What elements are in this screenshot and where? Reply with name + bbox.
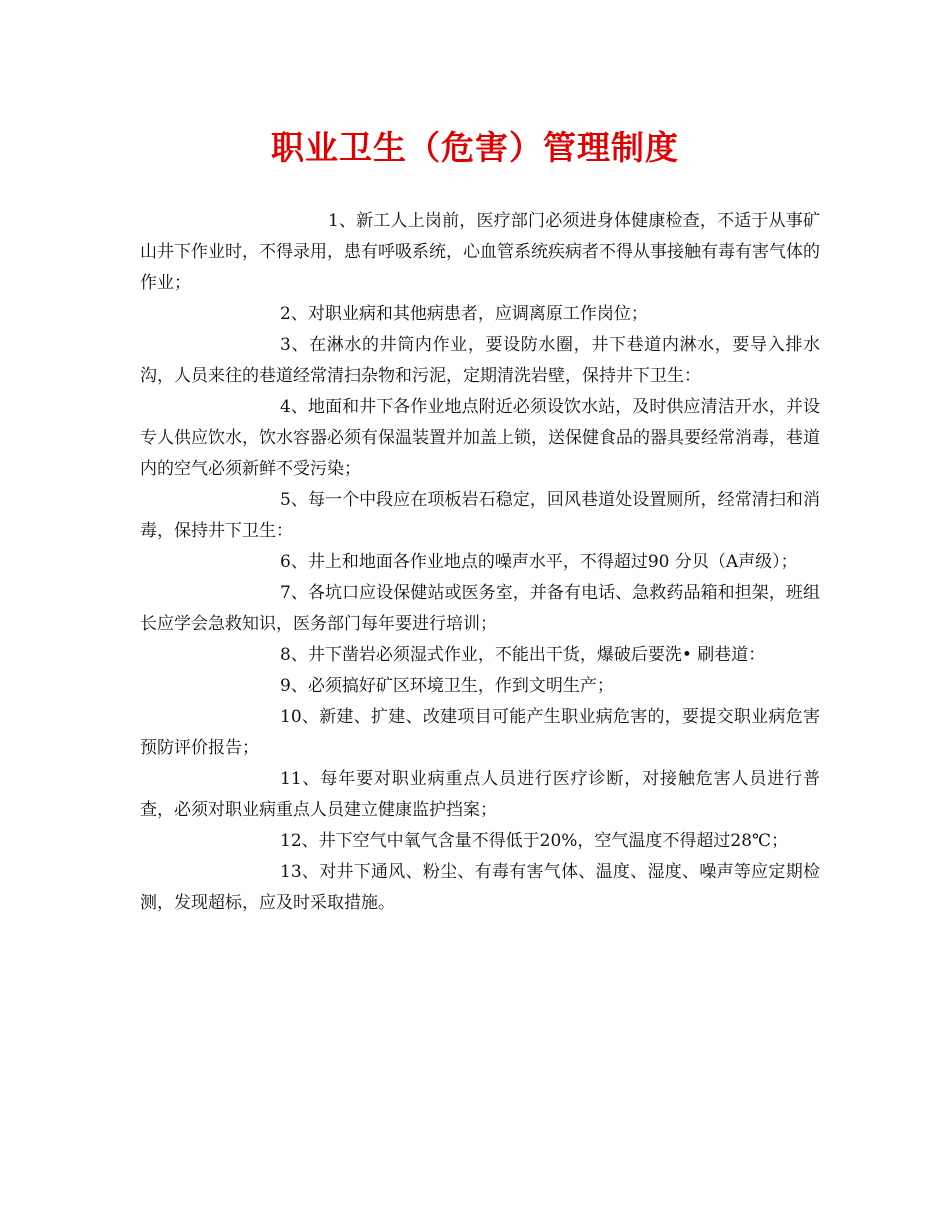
rule-item-5: 5、每一个中段应在项板岩石稳定，回风巷道处设置厕所，经常清扫和消毒，保持井下卫生： (140, 490, 820, 541)
rule-item-11: 11、每年要对职业病重点人员进行医疗诊断，对接触危害人员进行普查，必须对职业病重点人员建立健康监护挡案； (140, 769, 820, 820)
rule-item-7: 7、各坑口应设保健站或医务室，并备有电话、急救药品箱和担架，班组长应学会急救知识，医务部门每年要进行培训； (140, 583, 820, 634)
rule-item-3: 3、在淋水的井筒内作业，要设防水圈，井下巷道内淋水，要导入排水沟，人员来往的巷道经常清扫杂物和污泥，定期清洗岩壁，保持井下卫生： (140, 335, 820, 386)
rule-item-6: 6、井上和地面各作业地点的噪声水平，不得超过90 分贝（A声级）； (280, 552, 798, 572)
page-title: 职业卫生（危害）管理制度 (271, 128, 679, 167)
rule-item-8: 8、井下凿岩必须湿式作业，不能出干货，爆破后要洗• 刷巷道： (280, 645, 766, 665)
rule-item-4: 4、地面和井下各作业地点附近必须设饮水站，及时供应清洁开水，并设专人供应饮水，饮水容器必须有保温装置并加盖上锁，送保健食品的器具要经常消毒，巷道内的空气必须新鲜不受污染； (140, 397, 820, 479)
rule-item-10: 10、新建、扩建、改建项目可能产生职业病危害的，要提交职业病危害预防评价报告； (140, 707, 820, 758)
rule-item-1: 1、新工人上岗前，医疗部门必须进身体健康检查，不适于从事矿山井下作业时，不得录用，患有呼吸系统，心血管系统疾病者不得从事接触有毒有害气体的作业； (140, 211, 820, 293)
rule-item-13: 13、对井下通风、粉尘、有毒有害气体、温度、湿度、噪声等应定期检测，发现超标，应及时采取措施。 (140, 862, 820, 913)
rule-item-9: 9、必须搞好矿区环境卫生，作到文明生产； (280, 676, 614, 696)
document-body (140, 206, 820, 919)
rule-item-12: 12、井下空气中氧气含量不得低于20%，空气温度不得超过28℃； (280, 831, 789, 851)
rule-item-2: 2、对职业病和其他病患者，应调离原工作岗位； (280, 304, 648, 324)
